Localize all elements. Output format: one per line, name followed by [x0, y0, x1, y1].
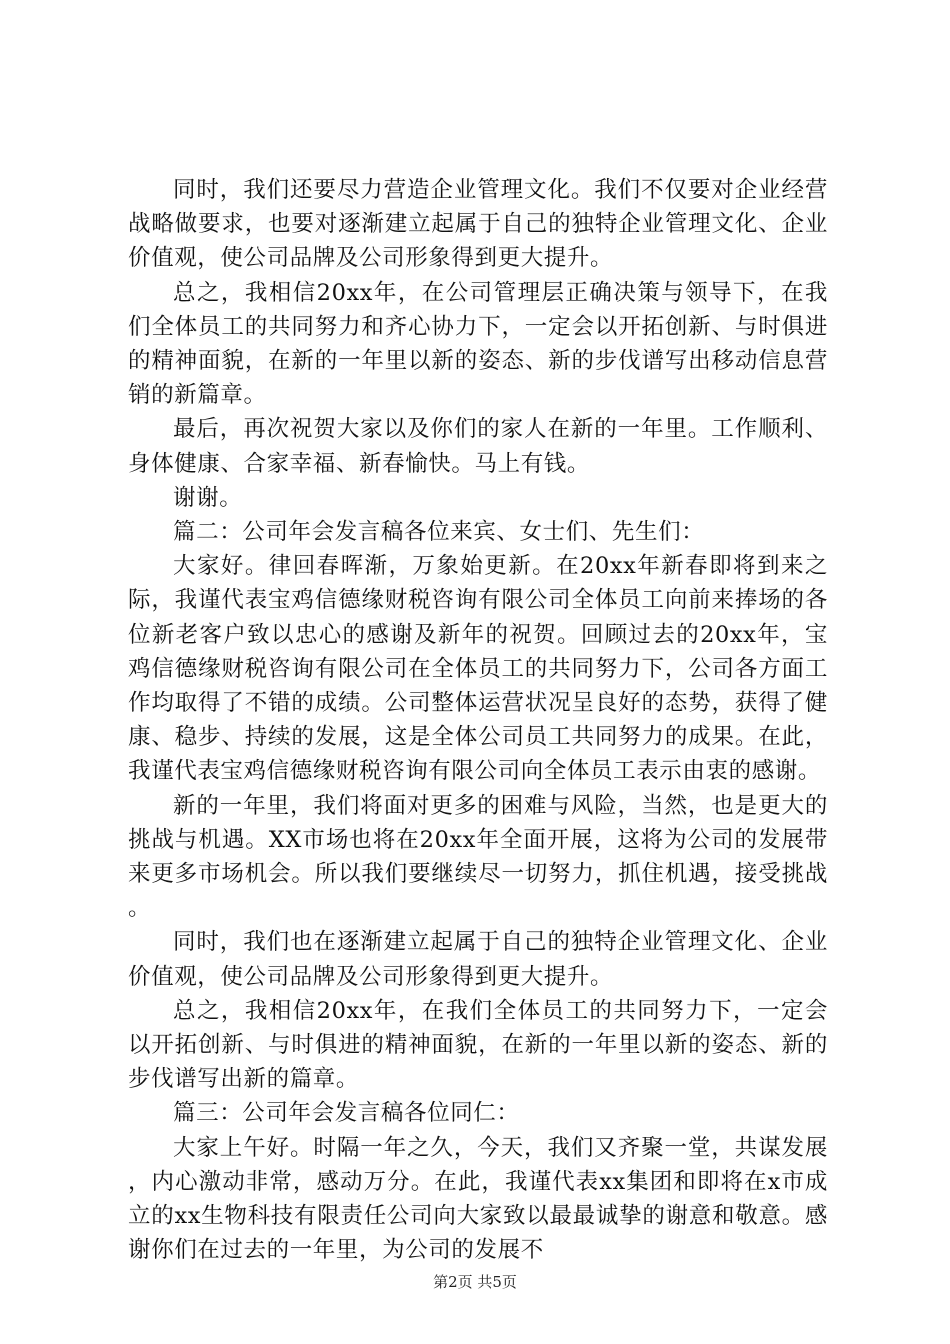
paragraph-culture-2: 同时，我们也在逐渐建立起属于自己的独特企业管理文化、企业价值观，使公司品牌及公司形象得到更大提升。	[128, 929, 828, 990]
paragraph-wishes: 最后，再次祝贺大家以及你们的家人在新的一年里。工作顺利、身体健康、合家幸福、新春愉快。马上有钱。	[128, 416, 828, 477]
paragraph-greeting-3: 大家上午好。时隔一年之久，今天，我们又齐聚一堂，共谋发展，内心激动非常，感动万分。在此，我谨代表xx集团和即将在x市成立的xx生物科技有限责任公司向大家致以最最诚挚的谢意和敬意。感谢你们在过去的一年里，为公司的发展不	[128, 1134, 828, 1264]
paragraph-culture: 同时，我们还要尽力营造企业管理文化。我们不仅要对企业经营战略做要求，也要对逐渐建立起属于自己的独特企业管理文化、企业价值观，使公司品牌及公司形象得到更大提升。	[128, 177, 828, 272]
paragraph-summary-2: 总之，我相信20xx年，在我们全体员工的共同努力下，一定会以开拓创新、与时俱进的精神面貌，在新的一年里以新的姿态、新的步伐谱写出新的篇章。	[128, 997, 828, 1093]
paragraph-new-year-2: 新的一年里，我们将面对更多的困难与风险，当然，也是更大的挑战与机遇。XX市场也将在20xx年全面开展，这将为公司的发展带来更多市场机会。所以我们要继续尽一切努力，抓住机遇，接受挑战。	[128, 792, 828, 922]
paragraph-thanks: 谢谢。	[173, 484, 243, 511]
section-heading-3: 篇三：公司年会发言稿各位同仁：	[173, 1100, 520, 1127]
document-body	[128, 173, 828, 1268]
section-heading-2: 篇二：公司年会发言稿各位来宾、女士们、先生们：	[173, 519, 705, 546]
paragraph-summary: 总之，我相信20xx年，在公司管理层正确决策与领导下，在我们全体员工的共同努力和齐心协力下，一定会以开拓创新、与时俱进的精神面貌，在新的一年里以新的姿态、新的步伐谱写出移动信息营销的新篇章。	[128, 279, 828, 409]
page-number: 第2页 共5页	[433, 1273, 517, 1291]
paragraph-greeting-2: 大家好。律回春晖渐，万象始更新。在20xx年新春即将到来之际，我谨代表宝鸡信德缘财税咨询有限公司全体员工向前来捧场的各位新老客户致以忠心的感谢及新年的祝贺。回顾过去的20xx年，宝鸡信德缘财税咨询有限公司在全体员工的共同努力下，公司各方面工作均取得了不错的成绩。公司整体运营状况呈良好的态势，获得了健康、稳步、持续的发展，这是全体公司员工共同努力的成果。在此，我谨代表宝鸡信德缘财税咨询有限公司向全体员工表示由衷的感谢。	[128, 553, 828, 785]
